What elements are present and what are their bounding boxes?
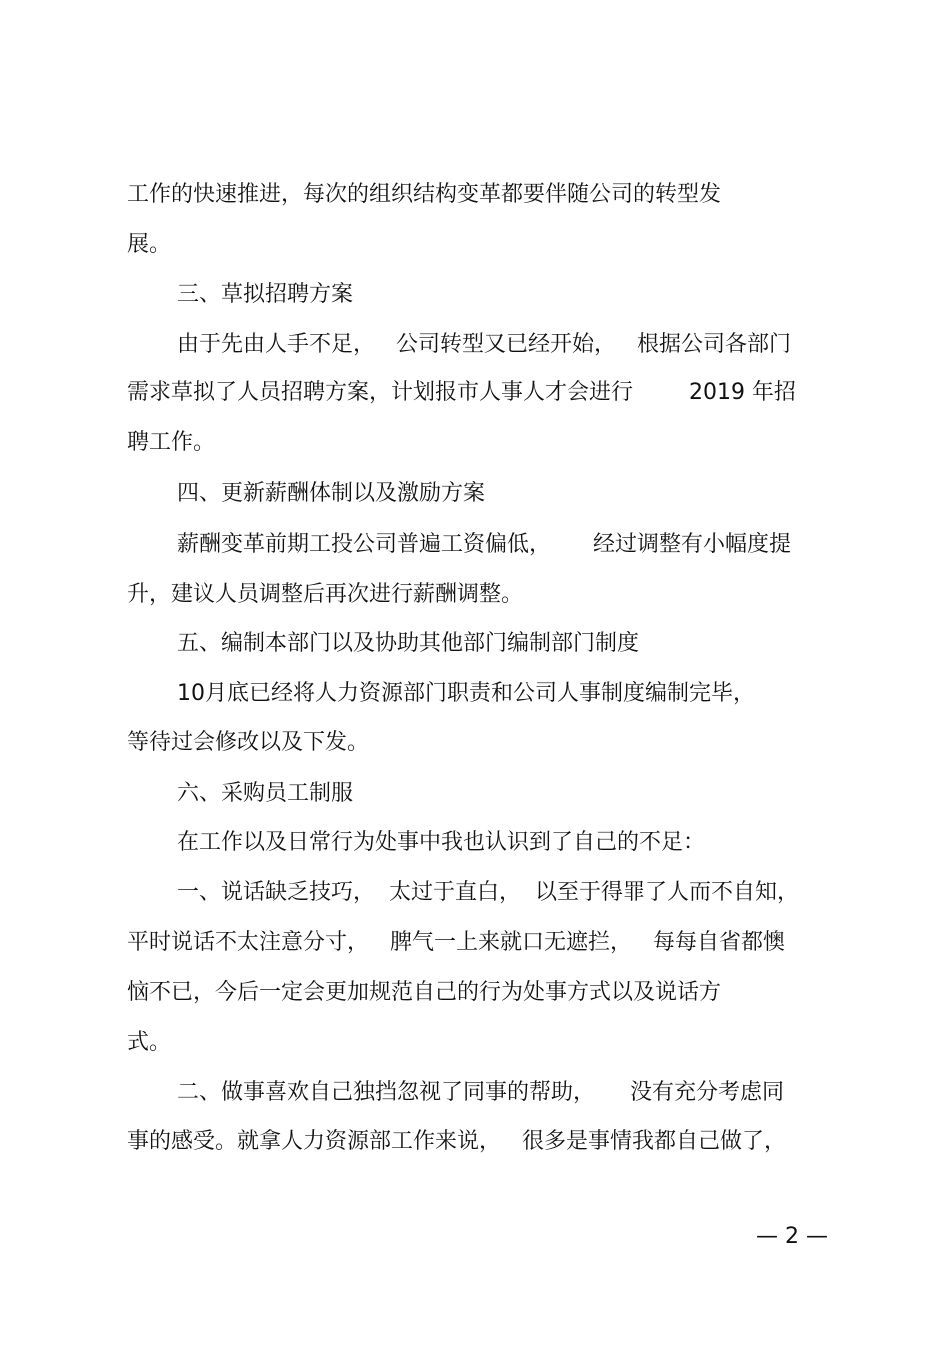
paragraph-line-2: 展。: [127, 232, 172, 257]
paragraph-line-14: 在工作以及日常行为处事中我也认识到了自己的不足：: [177, 830, 706, 855]
paragraph-line-12: 等待过会修改以及下发。: [127, 730, 370, 755]
section-heading-5: 五、编制本部门以及协助其他部门编制部门制度: [177, 631, 640, 656]
paragraph-line-16: 平时说话不太注意分寸， 脾气一上来就口无遮拦， 每每自省都懊: [127, 930, 785, 955]
paragraph-line-8: 薪酬变革前期工投公司普遍工资偏低， 经过调整有小幅度提: [177, 532, 791, 557]
paragraph-line-6: 聘工作。: [127, 430, 216, 455]
paragraph-line-9: 升，建议人员调整后再次进行薪酬调整。: [127, 582, 524, 607]
paragraph-line-4: 由于先由人手不足， 公司转型又已经开始， 根据公司各部门: [177, 332, 791, 357]
section-heading-3: 三、草拟招聘方案: [177, 282, 354, 307]
paragraph-line-15: 一、说话缺乏技巧， 太过于直白， 以至于得罪了人而不自知，: [177, 880, 799, 905]
section-heading-6: 六、采购员工制服: [177, 781, 354, 806]
paragraph-line-5: 需求草拟了人员招聘方案，计划报市人事人才会进行 2019 年招: [127, 380, 796, 405]
paragraph-line-1: 工作的快速推进，每次的组织结构变革都要伴随公司的转型发: [127, 182, 722, 207]
paragraph-line-17: 恼不已，今后一定会更加规范自己的行为处事方式以及说话方: [127, 980, 722, 1005]
paragraph-line-20: 事的感受。就拿人力资源部工作来说， 很多是事情我都自己做了，: [127, 1129, 786, 1154]
paragraph-line-11: 10月底已经将人力资源部门职责和公司人事制度编制完毕，: [177, 681, 755, 706]
paragraph-line-19: 二、做事喜欢自己独挡忽视了同事的帮助， 没有充分考虑同: [177, 1080, 784, 1105]
page-number: — 2 —: [756, 1224, 828, 1249]
paragraph-line-18: 式。: [127, 1030, 172, 1055]
section-heading-4: 四、更新薪酬体制以及激励方案: [177, 481, 486, 506]
